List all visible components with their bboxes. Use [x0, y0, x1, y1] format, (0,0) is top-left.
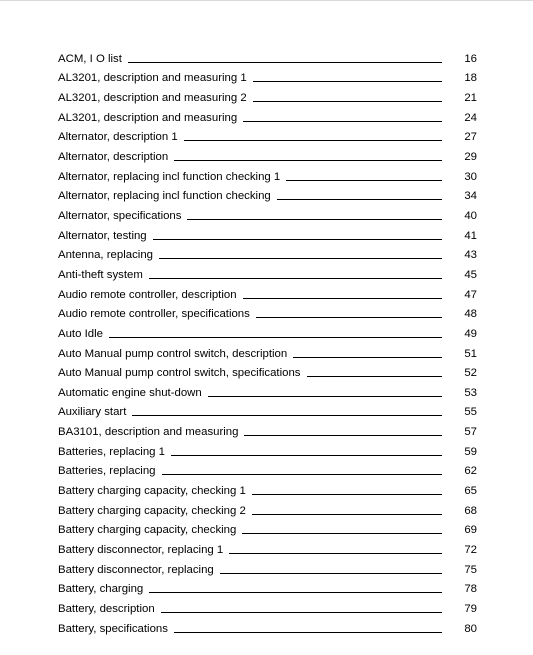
index-entry-title: Audio remote controller, specifications — [58, 308, 250, 321]
index-entry[interactable] — [58, 616, 477, 636]
index-entry-page-number: 43 — [464, 249, 477, 262]
index-entry-title: AL3201, description and measuring 1 — [58, 72, 247, 85]
index-entry[interactable] — [58, 144, 477, 164]
index-entry-page-number: 49 — [464, 327, 477, 340]
index-entry-title: Battery, specifications — [58, 622, 168, 635]
index-entry[interactable] — [58, 537, 477, 557]
leader-line — [277, 199, 442, 200]
leader-line — [307, 376, 443, 377]
index-entry[interactable] — [58, 282, 477, 302]
index-entry-page-number: 21 — [464, 91, 477, 104]
index-entry-page-number: 55 — [464, 406, 477, 419]
index-entry-page-number: 30 — [464, 170, 477, 183]
leader-line — [243, 298, 442, 299]
top-divider — [0, 0, 533, 1]
index-entry-page-number: 62 — [464, 465, 477, 478]
index-entry[interactable] — [58, 380, 477, 400]
index-entry-title: Batteries, replacing — [58, 465, 156, 478]
index-entry-title: Alternator, description 1 — [58, 131, 178, 144]
leader-line — [244, 435, 442, 436]
index-entry-page-number: 45 — [464, 268, 477, 281]
index-entry-page-number: 59 — [464, 445, 477, 458]
index-entry-page-number: 65 — [464, 485, 477, 498]
index-entry-title: Auto Manual pump control switch, specifications — [58, 367, 301, 380]
leader-line — [132, 415, 442, 416]
index-entry-title: Battery charging capacity, checking 2 — [58, 504, 246, 517]
leader-line — [149, 592, 442, 593]
index-entry-page-number: 52 — [464, 367, 477, 380]
index-entry-title: Audio remote controller, description — [58, 288, 237, 301]
index-entry-title: AL3201, description and measuring 2 — [58, 91, 247, 104]
index-entry-page-number: 24 — [464, 111, 477, 124]
index-entry-title: Anti-theft system — [58, 268, 143, 281]
index-entry-page-number: 79 — [464, 603, 477, 616]
index-entry[interactable] — [58, 518, 477, 538]
index-entry[interactable] — [58, 577, 477, 597]
leader-line — [149, 278, 442, 279]
index-entry-page-number: 75 — [464, 563, 477, 576]
leader-line — [174, 160, 442, 161]
index-entry-page-number: 53 — [464, 386, 477, 399]
leader-line — [286, 180, 442, 181]
index-entry[interactable] — [58, 184, 477, 204]
index-entry-page-number: 72 — [464, 544, 477, 557]
index-entry-title: Battery disconnector, replacing 1 — [58, 544, 224, 557]
index-entry-title: Batteries, replacing 1 — [58, 445, 166, 458]
index-entry[interactable] — [58, 164, 477, 184]
index-entry-title: Auto Manual pump control switch, description — [58, 347, 288, 360]
leader-line — [174, 632, 442, 633]
index-entry-title: Automatic engine shut-down — [58, 386, 202, 399]
leader-line — [109, 337, 442, 338]
index-entry[interactable] — [58, 341, 477, 361]
index-entry-page-number: 34 — [464, 190, 477, 203]
leader-line — [153, 239, 442, 240]
index-entry[interactable] — [58, 419, 477, 439]
leader-line — [159, 258, 442, 259]
leader-line — [256, 317, 442, 318]
index-entry[interactable] — [58, 302, 477, 322]
index-entry[interactable] — [58, 105, 477, 125]
index-entry-page-number: 80 — [464, 622, 477, 635]
index-entry-page-number: 29 — [464, 150, 477, 163]
index-entry[interactable] — [58, 85, 477, 105]
index-entry[interactable] — [58, 321, 477, 341]
index-entry[interactable] — [58, 478, 477, 498]
index-entry-page-number: 18 — [464, 72, 477, 85]
index-entry-page-number: 41 — [464, 229, 477, 242]
index-entry[interactable] — [58, 125, 477, 145]
leader-line — [229, 553, 442, 554]
leader-line — [243, 121, 442, 122]
index-entry-title: AL3201, description and measuring — [58, 111, 238, 124]
leader-line — [242, 533, 442, 534]
index-entry-page-number: 78 — [464, 583, 477, 596]
index-entry-page-number: 27 — [464, 131, 477, 144]
index-entry[interactable] — [58, 557, 477, 577]
leader-line — [252, 514, 442, 515]
index-entry-page-number: 47 — [464, 288, 477, 301]
leader-line — [128, 62, 442, 63]
index-entry-page-number: 68 — [464, 504, 477, 517]
index-entry-title: Battery disconnector, replacing — [58, 563, 214, 576]
index-entry[interactable] — [58, 400, 477, 420]
index-entry-title: Alternator, replacing incl function checking 1 — [58, 170, 281, 183]
leader-line — [208, 396, 442, 397]
index-entry-title: Antenna, replacing — [58, 249, 153, 262]
index-entry[interactable] — [58, 459, 477, 479]
index-entry-page-number: 57 — [464, 426, 477, 439]
leader-line — [171, 455, 442, 456]
index-entry-title: Alternator, testing — [58, 229, 147, 242]
index-entry[interactable] — [58, 243, 477, 263]
leader-line — [293, 357, 442, 358]
index-entry-title: Alternator, description — [58, 150, 169, 163]
index-entry[interactable] — [58, 203, 477, 223]
leader-line — [187, 219, 442, 220]
leader-line — [252, 494, 442, 495]
index-entry-page-number: 16 — [464, 52, 477, 65]
index-entry-title: Alternator, replacing incl function checking — [58, 190, 271, 203]
index-entry-title: Auto Idle — [58, 327, 103, 340]
index-entry[interactable] — [58, 223, 477, 243]
index-entry-title: Alternator, specifications — [58, 209, 182, 222]
index-entry-title: BA3101, description and measuring — [58, 426, 239, 439]
leader-line — [161, 612, 442, 613]
index-entry[interactable] — [58, 439, 477, 459]
index-list — [58, 46, 477, 636]
index-entry-page-number: 40 — [464, 209, 477, 222]
index-entry[interactable] — [58, 46, 477, 66]
leader-line — [162, 474, 442, 475]
index-entry-title: Battery, description — [58, 603, 155, 616]
index-entry-title: Battery charging capacity, checking 1 — [58, 485, 246, 498]
leader-line — [253, 101, 442, 102]
index-entry-title: Battery charging capacity, checking — [58, 524, 237, 537]
index-entry-page-number: 69 — [464, 524, 477, 537]
index-entry-title: ACM, I O list — [58, 52, 122, 65]
index-entry-title: Auxiliary start — [58, 406, 127, 419]
index-entry[interactable] — [58, 596, 477, 616]
leader-line — [220, 573, 442, 574]
index-entry-page-number: 51 — [464, 347, 477, 360]
index-entry[interactable] — [58, 262, 477, 282]
index-entry-title: Battery, charging — [58, 583, 144, 596]
leader-line — [184, 140, 442, 141]
index-entry[interactable] — [58, 66, 477, 86]
leader-line — [253, 81, 442, 82]
index-entry[interactable] — [58, 361, 477, 381]
index-entry[interactable] — [58, 498, 477, 518]
index-entry-page-number: 48 — [464, 308, 477, 321]
